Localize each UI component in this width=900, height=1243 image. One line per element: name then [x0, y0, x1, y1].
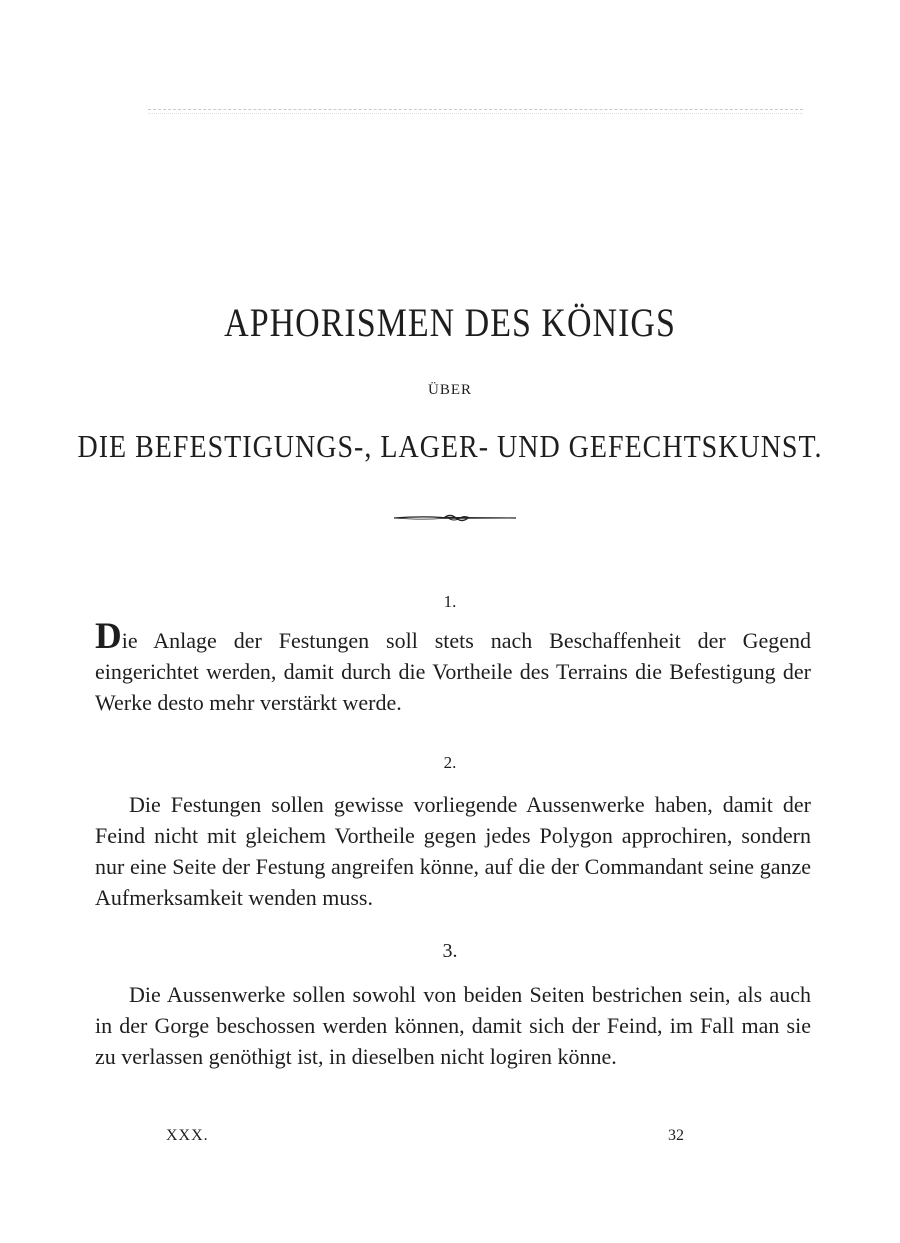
title-subtitle: DIE BEFESTIGUNGS-, LAGER- UND GEFECHTSKUNST.: [77, 430, 823, 465]
title-main: APHORISMEN DES KÖNIGS: [224, 301, 676, 346]
title-uber: ÜBER: [427, 382, 472, 398]
section-number-2: 2.: [443, 753, 457, 772]
paragraph-1: [95, 616, 811, 718]
footer-volume-number: XXX.: [166, 1127, 209, 1144]
paragraph-3: Die Aussenwerke sollen sowohl von beiden Seiten bestrichen sein, als auch in der Gorge beschossen werden können, damit sich der Feind, im Fall man sie zu verlassen genöthigt ist, in dieselben nicht logiren könne.: [95, 982, 811, 1069]
section-number-1: 1.: [443, 592, 457, 611]
dropcap-letter: D: [95, 616, 122, 657]
footer-signature-number: 32: [668, 1127, 684, 1144]
ornament-divider-icon: [392, 510, 516, 526]
top-decorative-rule: [148, 109, 803, 114]
paragraph-2: Die Festungen sollen gewisse vorliegende Aussenwerke haben, damit der Feind nicht mit gleichem Vortheile gegen jedes Polygon approchiren, sondern nur eine Seite der Festung angreifen könne, auf die der Commandant seine ganze Aufmerksamkeit wenden muss.: [95, 792, 811, 910]
paragraph-1-text: ie Anlage der Festungen soll stets nach Beschaffenheit der Gegend eingerichtet werden, damit durch die Vortheile des Terrains die Befestigung der Werke desto mehr verstärkt werde.: [95, 628, 811, 715]
section-number-3: 3.: [442, 940, 458, 962]
